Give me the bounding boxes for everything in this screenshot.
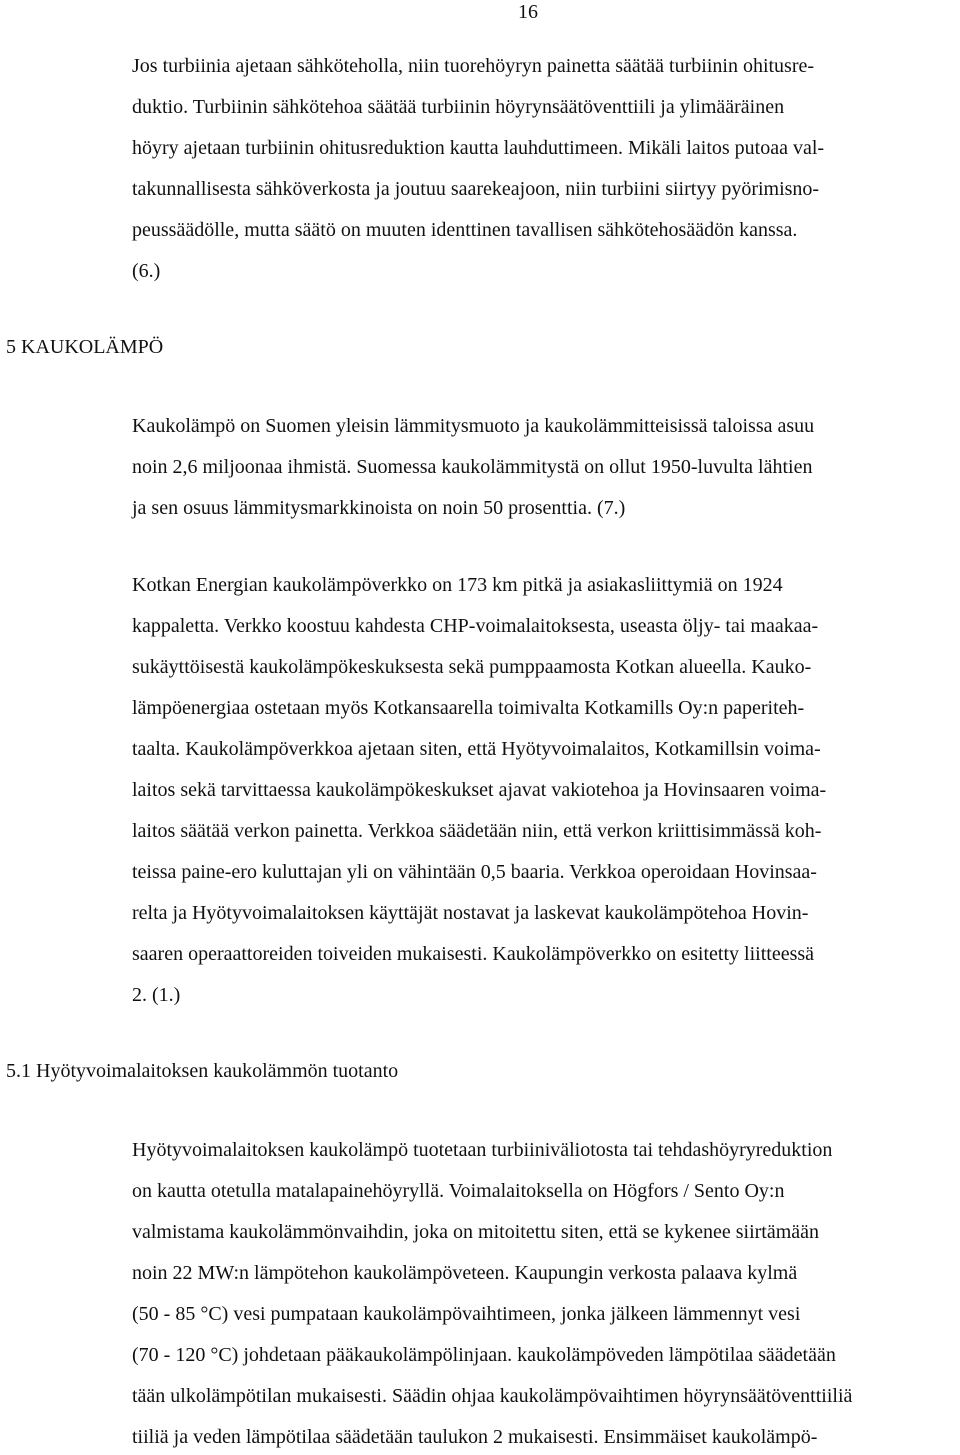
subsection-heading: 5.1 Hyötyvoimalaitoksen kaukolämmön tuotanto [6, 1060, 399, 1082]
text-line: höyry ajetaan turbiinin ohitusreduktion kautta lauhduttimeen. Mikäli laitos putoaa val- [132, 137, 825, 159]
text-line: tiiliä ja veden lämpötilaa säädetään taulukon 2 mukaisesti. Ensimmäiset kaukolämpö- [132, 1426, 818, 1448]
text-line: Hyötyvoimalaitoksen kaukolämpö tuotetaan turbiiniväliotosta tai tehdashöyryreduktion [132, 1139, 833, 1161]
text-line: Jos turbiinia ajetaan sähköteholla, niin tuorehöyryn painetta säätää turbiinin ohitusre- [132, 55, 815, 77]
text-line: kappaletta. Verkko koostuu kahdesta CHP-voimalaitoksesta, useasta öljy- tai maakaa- [132, 615, 819, 637]
text-line: takunnallisesta sähköverkosta ja joutuu saarekeajoon, niin turbiini siirtyy pyörimisno- [132, 178, 820, 200]
text-line: Kotkan Energian kaukolämpöverkko on 173 km pitkä ja asiakasliittymiä on 1924 [132, 574, 783, 596]
text-line: noin 2,6 miljoonaa ihmistä. Suomessa kaukolämmitystä on ollut 1950-luvulta lähtien [132, 456, 813, 478]
text-line: saaren operaattoreiden toiveiden mukaisesti. Kaukolämpöverkko on esitetty liitteessä [132, 943, 815, 965]
text-line: (6.) [132, 260, 161, 282]
text-line: (70 - 120 °C) johdetaan pääkaukolämpölinjaan. kaukolämpöveden lämpötilaa säädetään [132, 1344, 836, 1366]
text-line: sukäyttöisestä kaukolämpökeskuksesta sekä pumppaamosta Kotkan alueella. Kauko- [132, 656, 812, 678]
text-line: on kautta otetulla matalapainehöyryllä. Voimalaitoksella on Högfors / Sento Oy:n [132, 1180, 785, 1202]
text-line: laitos säätää verkon painetta. Verkkoa säädetään niin, että verkon kriittisimmässä koh- [132, 820, 822, 842]
text-line: lämpöenergiaa ostetaan myös Kotkansaarella toimivalta Kotkamills Oy:n paperiteh- [132, 697, 805, 719]
text-line: noin 22 MW:n lämpötehon kaukolämpöveteen. Kaupungin verkosta palaava kylmä [132, 1262, 798, 1284]
text-line: teissa paine-ero kuluttajan yli on vähintään 0,5 baaria. Verkkoa operoidaan Hovinsaa- [132, 861, 817, 883]
text-line: tään ulkolämpötilan mukaisesti. Säädin ohjaa kaukolämpövaihtimen höyrynsäätöventtiiliä [132, 1385, 853, 1407]
text-line: Kaukolämpö on Suomen yleisin lämmitysmuoto ja kaukolämmitteisissä taloissa asuu [132, 415, 815, 437]
text-line: relta ja Hyötyvoimalaitoksen käyttäjät nostavat ja laskevat kaukolämpötehoa Hovin- [132, 902, 809, 924]
page-number: 16 [518, 1, 538, 23]
text-line: 2. (1.) [132, 984, 181, 1006]
text-line: valmistama kaukolämmönvaihdin, joka on mitoitettu siten, että se kykenee siirtämään [132, 1221, 820, 1243]
text-line: (50 - 85 °C) vesi pumpataan kaukolämpövaihtimeen, jonka jälkeen lämmennyt vesi [132, 1303, 801, 1325]
section-heading: 5 KAUKOLÄMPÖ [6, 336, 164, 358]
text-line: taalta. Kaukolämpöverkkoa ajetaan siten, että Hyötyvoimalaitos, Kotkamillsin voima- [132, 738, 821, 760]
text-line: duktio. Turbiinin sähkötehoa säätää turbiinin höyrynsäätöventtiili ja ylimääräinen [132, 96, 785, 118]
text-line: ja sen osuus lämmitysmarkkinoista on noin 50 prosenttia. (7.) [132, 497, 626, 519]
text-line: peussäädölle, mutta säätö on muuten identtinen tavallisen sähkötehosäädön kanssa. [132, 219, 798, 241]
text-line: laitos sekä tarvittaessa kaukolämpökeskukset ajavat vakiotehoa ja Hovinsaaren voima- [132, 779, 827, 801]
